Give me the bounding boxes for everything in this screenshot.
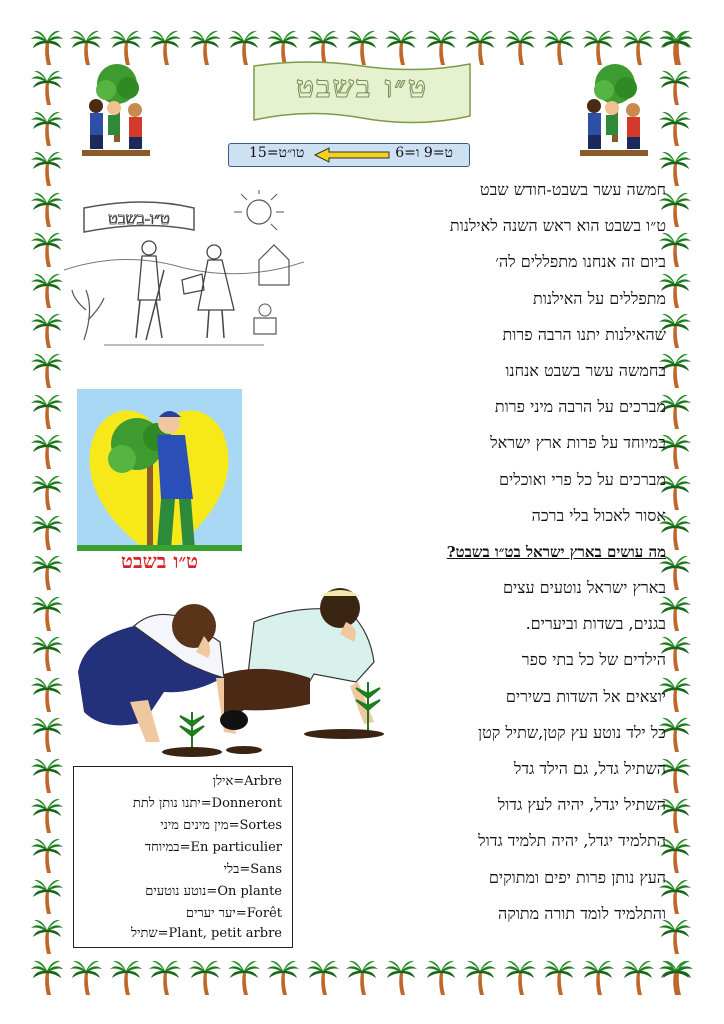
- glossary-entry: במיוחד=En particulier: [144, 840, 282, 855]
- palm-border-bottom: [30, 958, 694, 998]
- date-box: [228, 143, 470, 167]
- poem-line: התלמיד יגדל, יהיה תלמיד גדול: [478, 831, 666, 851]
- palm-tree-icon: [30, 28, 64, 66]
- palm-tree-icon: [148, 958, 182, 996]
- palm-tree-icon: [188, 958, 222, 996]
- glossary-entry: שתיל=Plant, petit arbre: [131, 926, 282, 941]
- palm-tree-icon: [463, 958, 497, 996]
- poster-caption: ט״ו בשבט: [120, 549, 199, 573]
- palm-tree-icon: [148, 28, 182, 66]
- palm-tree-icon: [30, 917, 64, 955]
- palm-tree-icon: [503, 28, 537, 66]
- palm-tree-icon: [424, 958, 458, 996]
- palm-tree-icon: [69, 28, 103, 66]
- palm-tree-icon: [542, 958, 576, 996]
- poem-line: בגנים, בשדות וביערים.: [525, 614, 666, 634]
- glossary-entry: אילן=Arbre: [212, 774, 282, 789]
- glossary-entry: בלי=Sans: [223, 862, 282, 877]
- glossary-entry: יתנו נותן לתת=Donneront: [132, 796, 282, 811]
- poem-line: מברכים על הרבה מיני פרות: [494, 397, 666, 417]
- palm-tree-icon: [30, 958, 64, 996]
- poem-text: [306, 172, 666, 932]
- palm-tree-icon: [30, 109, 64, 147]
- date-letters: ט=9 ו=6: [395, 145, 453, 161]
- kids-planting-illustration-right: [576, 62, 652, 162]
- palm-tree-icon: [542, 28, 576, 66]
- poem-line: ביום זה אנחנו מתפללים לה׳: [495, 252, 666, 272]
- poem-line: אסור לאכול בלי ברכה: [531, 505, 666, 525]
- palm-tree-icon: [306, 958, 340, 996]
- poem-line: הילדים של כל בתי ספר: [521, 650, 666, 670]
- palm-tree-icon: [30, 311, 64, 349]
- palm-tree-icon: [621, 958, 655, 996]
- glossary-entry: נוטע נוטעים=On plante: [145, 884, 282, 899]
- poem-line: השתיל יגדל, יהיה לעץ גדול: [497, 795, 666, 815]
- palm-tree-icon: [30, 432, 64, 470]
- palm-tree-icon: [266, 958, 300, 996]
- palm-tree-icon: [69, 958, 103, 996]
- palm-tree-icon: [30, 271, 64, 309]
- palm-tree-icon: [30, 190, 64, 228]
- palm-tree-icon: [30, 68, 64, 106]
- palm-tree-icon: [30, 553, 64, 591]
- poem-line: יוצאים אל השדות בשירים: [505, 686, 666, 706]
- palm-tree-icon: [384, 958, 418, 996]
- palm-tree-icon: [109, 958, 143, 996]
- palm-tree-icon: [109, 28, 143, 66]
- poem-line: במיוחד על פרות ארץ ישראל: [490, 433, 666, 453]
- palm-tree-icon: [30, 877, 64, 915]
- glossary-box: [73, 766, 293, 948]
- glossary-entry: יער יערים=Forêt: [185, 906, 282, 921]
- palm-tree-icon: [345, 958, 379, 996]
- palm-tree-icon: [30, 675, 64, 713]
- poem-line: ט״ו בשבט הוא ראש השנה לאילנות: [449, 216, 666, 236]
- poem-line: מברכים על כל פרי ואוכלים: [499, 469, 666, 489]
- palm-tree-icon: [658, 28, 692, 66]
- palm-tree-icon: [581, 958, 615, 996]
- palm-tree-icon: [658, 109, 692, 147]
- palm-tree-icon: [30, 594, 64, 632]
- palm-tree-icon: [30, 836, 64, 874]
- poem-line: השתיל גדל, גם הילד גדל: [513, 759, 666, 778]
- palm-tree-icon: [658, 958, 692, 996]
- arrow-left-icon: [313, 147, 393, 163]
- poem-line: שהאילנות יתנו הרבה פרות: [502, 324, 666, 344]
- boy-planting-poster: [77, 389, 242, 577]
- poem-section-heading: מה עושים בארץ ישראל בט״ו בשבט?: [446, 542, 666, 561]
- poem-line: והתלמיד לומד תורה מתוקה: [498, 903, 666, 923]
- palm-tree-icon: [30, 756, 64, 794]
- palm-tree-icon: [658, 68, 692, 106]
- glossary-entry: מין מינים מיני=Sortes: [160, 818, 282, 833]
- poem-line: העץ נותן פרות יפים ומתוקים: [488, 867, 666, 887]
- poem-line: בארץ ישראל נוטעים עצים: [502, 578, 666, 598]
- palm-tree-icon: [30, 351, 64, 389]
- poem-line: מתפללים על האילנות: [532, 288, 666, 308]
- palm-tree-icon: [30, 513, 64, 551]
- palm-tree-icon: [30, 473, 64, 511]
- palm-tree-icon: [503, 958, 537, 996]
- palm-tree-icon: [30, 715, 64, 753]
- poem-line: חמשה עשר בשבט-חודש שבט: [479, 180, 666, 199]
- palm-border-left: [30, 28, 70, 996]
- palm-tree-icon: [30, 392, 64, 430]
- coloring-banner-text: ט״ו-בשבט: [108, 209, 170, 228]
- palm-tree-icon: [621, 28, 655, 66]
- kids-planting-illustration-left: [78, 62, 154, 162]
- palm-tree-icon: [30, 796, 64, 834]
- palm-tree-icon: [227, 958, 261, 996]
- palm-tree-icon: [30, 149, 64, 187]
- page-title: ט״ו בשבט: [296, 70, 428, 105]
- palm-tree-icon: [30, 230, 64, 268]
- coloring-page-illustration: [64, 190, 304, 355]
- palm-tree-icon: [188, 28, 222, 66]
- poem-line: בחמשה עשר בשבט אנחנו: [505, 360, 666, 380]
- date-result: טו״ט=15: [249, 145, 305, 161]
- poem-line: כל ילד נוטע עץ קטן,שתיל קטן: [478, 722, 666, 742]
- palm-tree-icon: [581, 28, 615, 66]
- palm-tree-icon: [30, 634, 64, 672]
